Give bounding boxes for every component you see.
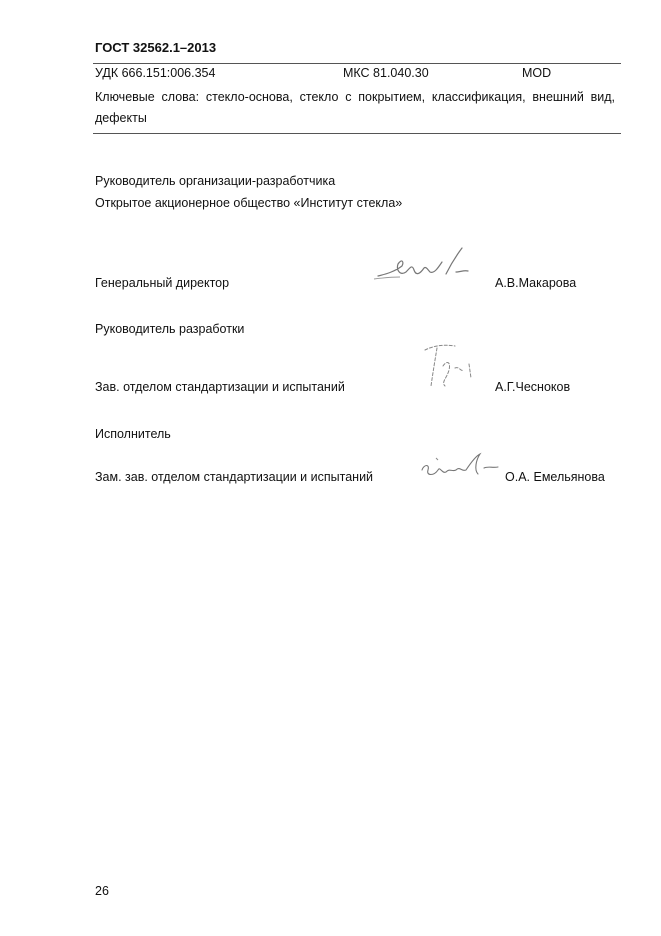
mks-code: МКС 81.040.30 [343, 66, 429, 80]
development-lead-heading: Руководитель разработки [95, 322, 245, 336]
mod-label: MOD [522, 66, 552, 80]
signature-chesnokov [415, 340, 490, 396]
signatory-role-deputy-head: Зам. зав. отделом стандартизации и испытаний [95, 470, 374, 484]
signature-emelyanova [418, 448, 503, 482]
executor-heading: Исполнитель [95, 427, 171, 441]
page-number: 26 [95, 884, 109, 898]
header-rule-bottom [93, 133, 621, 134]
keywords-text: Ключевые слова: стекло-основа, стекло с покрытием, классификация, внешний вид, дефекты [95, 90, 615, 125]
signatory-name-makarova: А.В.Макарова [495, 276, 577, 290]
signatory-role-director: Генеральный директор [95, 276, 230, 290]
signatory-name-emelyanova: О.А. Емельянова [505, 470, 605, 484]
udk-code: УДК 666.151:006.354 [95, 66, 216, 80]
document-title: ГОСТ 32562.1–2013 [95, 40, 217, 55]
signatory-role-head-of-department: Зав. отделом стандартизации и испытаний [95, 380, 345, 394]
signatory-name-chesnokov: А.Г.Чесноков [495, 380, 571, 394]
signature-makarova [372, 244, 477, 286]
developer-organization: Открытое акционерное общество «Институт стекла» [95, 196, 403, 210]
header-rule-top [93, 63, 621, 64]
developer-heading: Руководитель организации-разработчика [95, 174, 336, 188]
